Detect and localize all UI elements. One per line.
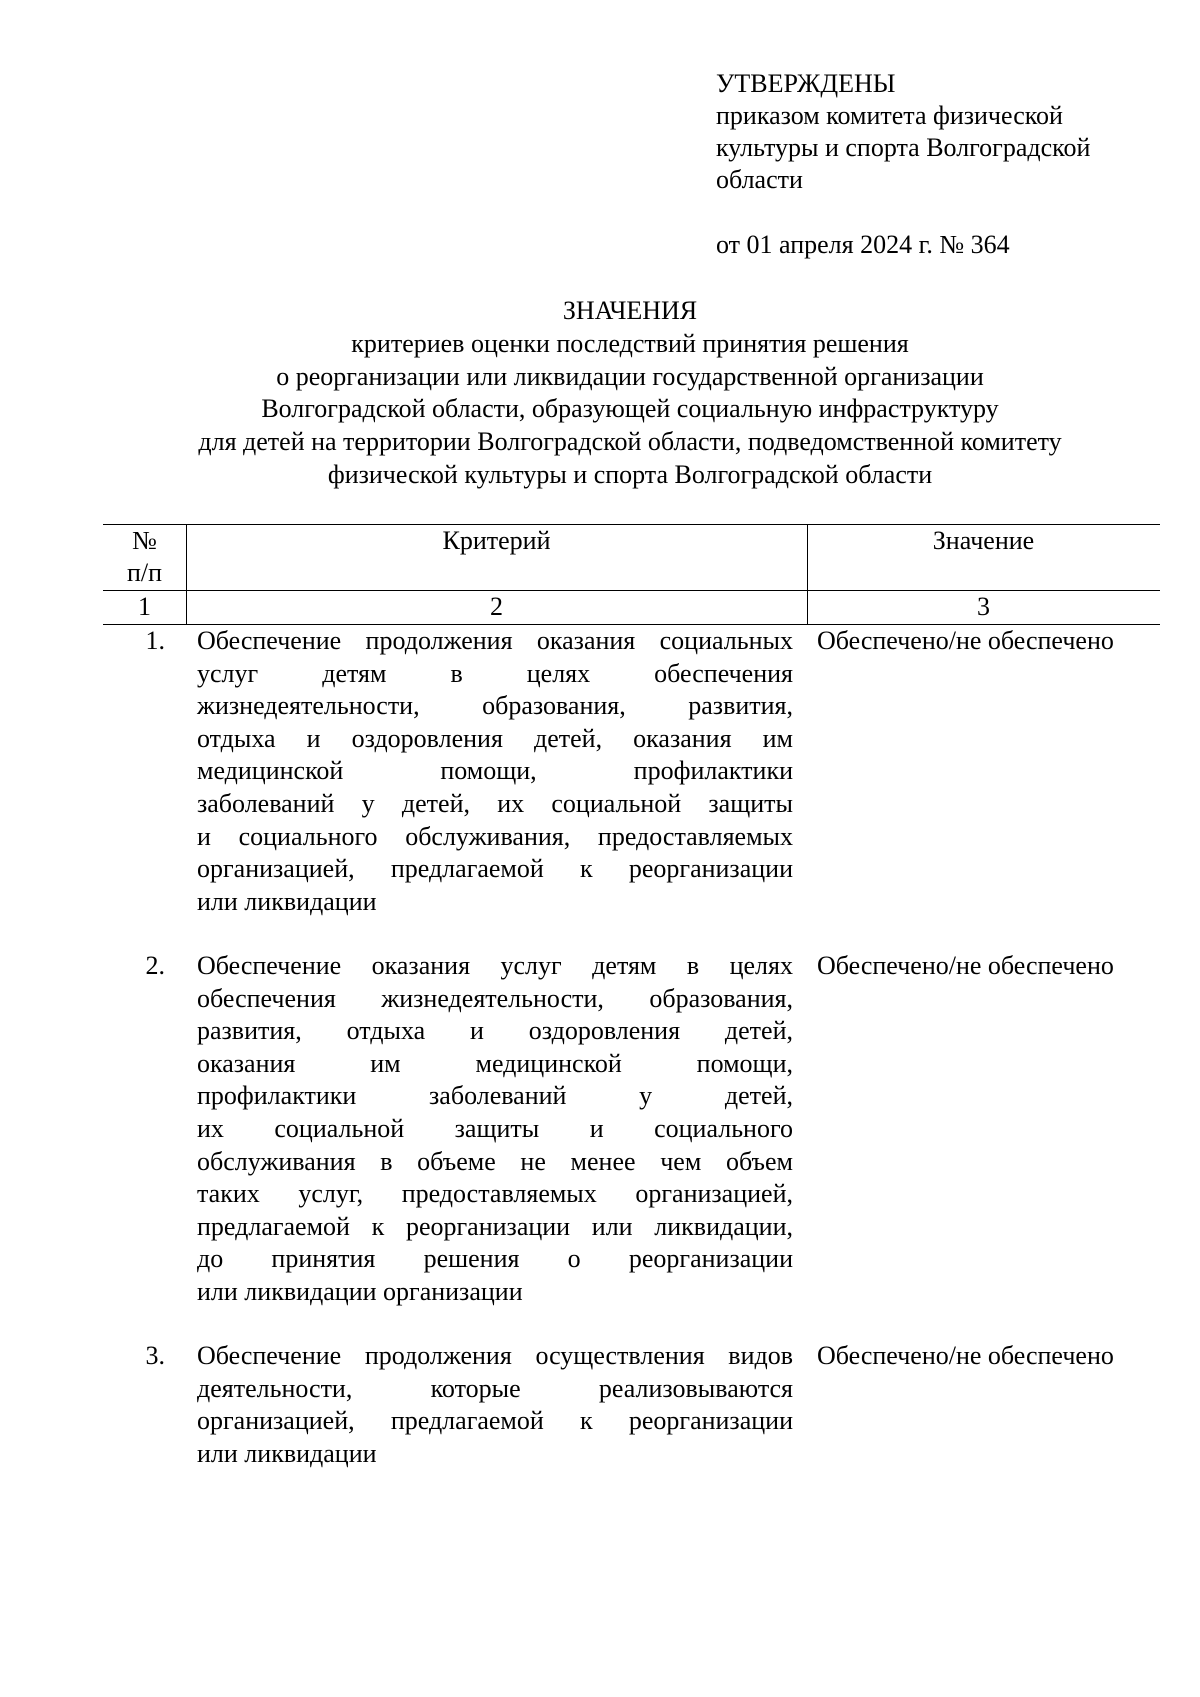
- column-number-2: 2: [490, 592, 503, 621]
- criterion-line: деятельности, которые реализовываются: [197, 1373, 793, 1403]
- header-criterion: Критерий: [442, 526, 551, 555]
- title-line-4: для детей на территории Волгоградской области, подведомственной комитету: [198, 427, 1062, 457]
- criterion-line: таких услуг, предоставляемых организацией,: [197, 1179, 793, 1209]
- criterion-line: организацией, предлагаемой к реорганизации: [197, 854, 793, 884]
- criterion-line: профилактики заболеваний у детей,: [197, 1081, 793, 1111]
- header-number-line-1: №: [132, 526, 157, 555]
- criterion-line: Обеспечение продолжения оказания социальных: [197, 626, 793, 655]
- header-value: Значение: [932, 526, 1035, 555]
- document-title: [80, 295, 1180, 492]
- row-index: 1.: [145, 626, 165, 655]
- criterion-line: оказания им медицинской помощи,: [197, 1048, 793, 1078]
- criterion-line: предлагаемой к реорганизации или ликвидации,: [197, 1211, 793, 1241]
- row-value: Обеспечено/не обеспечено: [817, 951, 1114, 980]
- criterion-line: заболеваний у детей, их социальной защиты: [197, 788, 793, 818]
- criteria-table: [103, 524, 1160, 1468]
- title-line-3: Волгоградской области, образующей социальную инфраструктуру: [261, 394, 999, 424]
- criterion-line: жизнедеятельности, образования, развития,: [197, 691, 793, 721]
- approval-line-1: приказом комитета физической: [716, 101, 1063, 130]
- title-heading: ЗНАЧЕНИЯ: [562, 296, 698, 325]
- criterion-line: или ликвидации: [197, 886, 377, 916]
- criterion-line: до принятия решения о реорганизации: [197, 1244, 793, 1274]
- title-line-1: критериев оценки последствий принятия решения: [351, 328, 909, 358]
- column-number-3: 3: [977, 592, 990, 621]
- approval-block: [716, 68, 1156, 261]
- column-number-1: 1: [138, 592, 151, 621]
- header-number-line-2: п/п: [126, 558, 163, 587]
- criterion-line: медицинской помощи, профилактики: [197, 756, 793, 786]
- header-number: [103, 525, 186, 589]
- criterion-line: Обеспечение продолжения осуществления видов: [197, 1341, 793, 1370]
- row-value: Обеспечено/не обеспечено: [817, 626, 1114, 655]
- row-criterion: [197, 625, 793, 918]
- row-criterion: [197, 1340, 793, 1470]
- approval-line-2: культуры и спорта Волгоградской: [716, 133, 1091, 162]
- criterion-line: и социального обслуживания, предоставляемых: [197, 821, 793, 851]
- criterion-line: развития, отдыха и оздоровления детей,: [197, 1016, 793, 1046]
- table-header-row: [103, 524, 1160, 591]
- criterion-line: или ликвидации: [197, 1438, 377, 1468]
- criterion-line: обслуживания в объеме не менее чем объем: [197, 1146, 793, 1176]
- table-column-numbers-row: [103, 591, 1160, 625]
- criterion-line: обеспечения жизнедеятельности, образования,: [197, 983, 793, 1013]
- title-line-2: о реорганизации или ликвидации государственной организации: [276, 361, 984, 391]
- title-line-5: физической культуры и спорта Волгоградской области: [327, 459, 933, 489]
- criterion-line: организацией, предлагаемой к реорганизации: [197, 1406, 793, 1436]
- criterion-line: Обеспечение оказания услуг детям в целях: [197, 951, 793, 980]
- approval-heading: УТВЕРЖДЕНЫ: [716, 69, 896, 98]
- criterion-line: отдыха и оздоровления детей, оказания им: [197, 723, 793, 753]
- approval-line-3: области: [716, 165, 803, 194]
- criterion-line: или ликвидации организации: [197, 1276, 523, 1306]
- row-criterion: [197, 950, 793, 1309]
- row-index: 3.: [145, 1341, 165, 1370]
- criterion-line: их социальной защиты и социального: [197, 1113, 793, 1143]
- row-value: Обеспечено/не обеспечено: [817, 1341, 1114, 1370]
- criterion-line: услуг детям в целях обеспечения: [197, 658, 793, 688]
- approval-date: от 01 апреля 2024 г. № 364: [716, 230, 1010, 259]
- row-index: 2.: [145, 951, 165, 980]
